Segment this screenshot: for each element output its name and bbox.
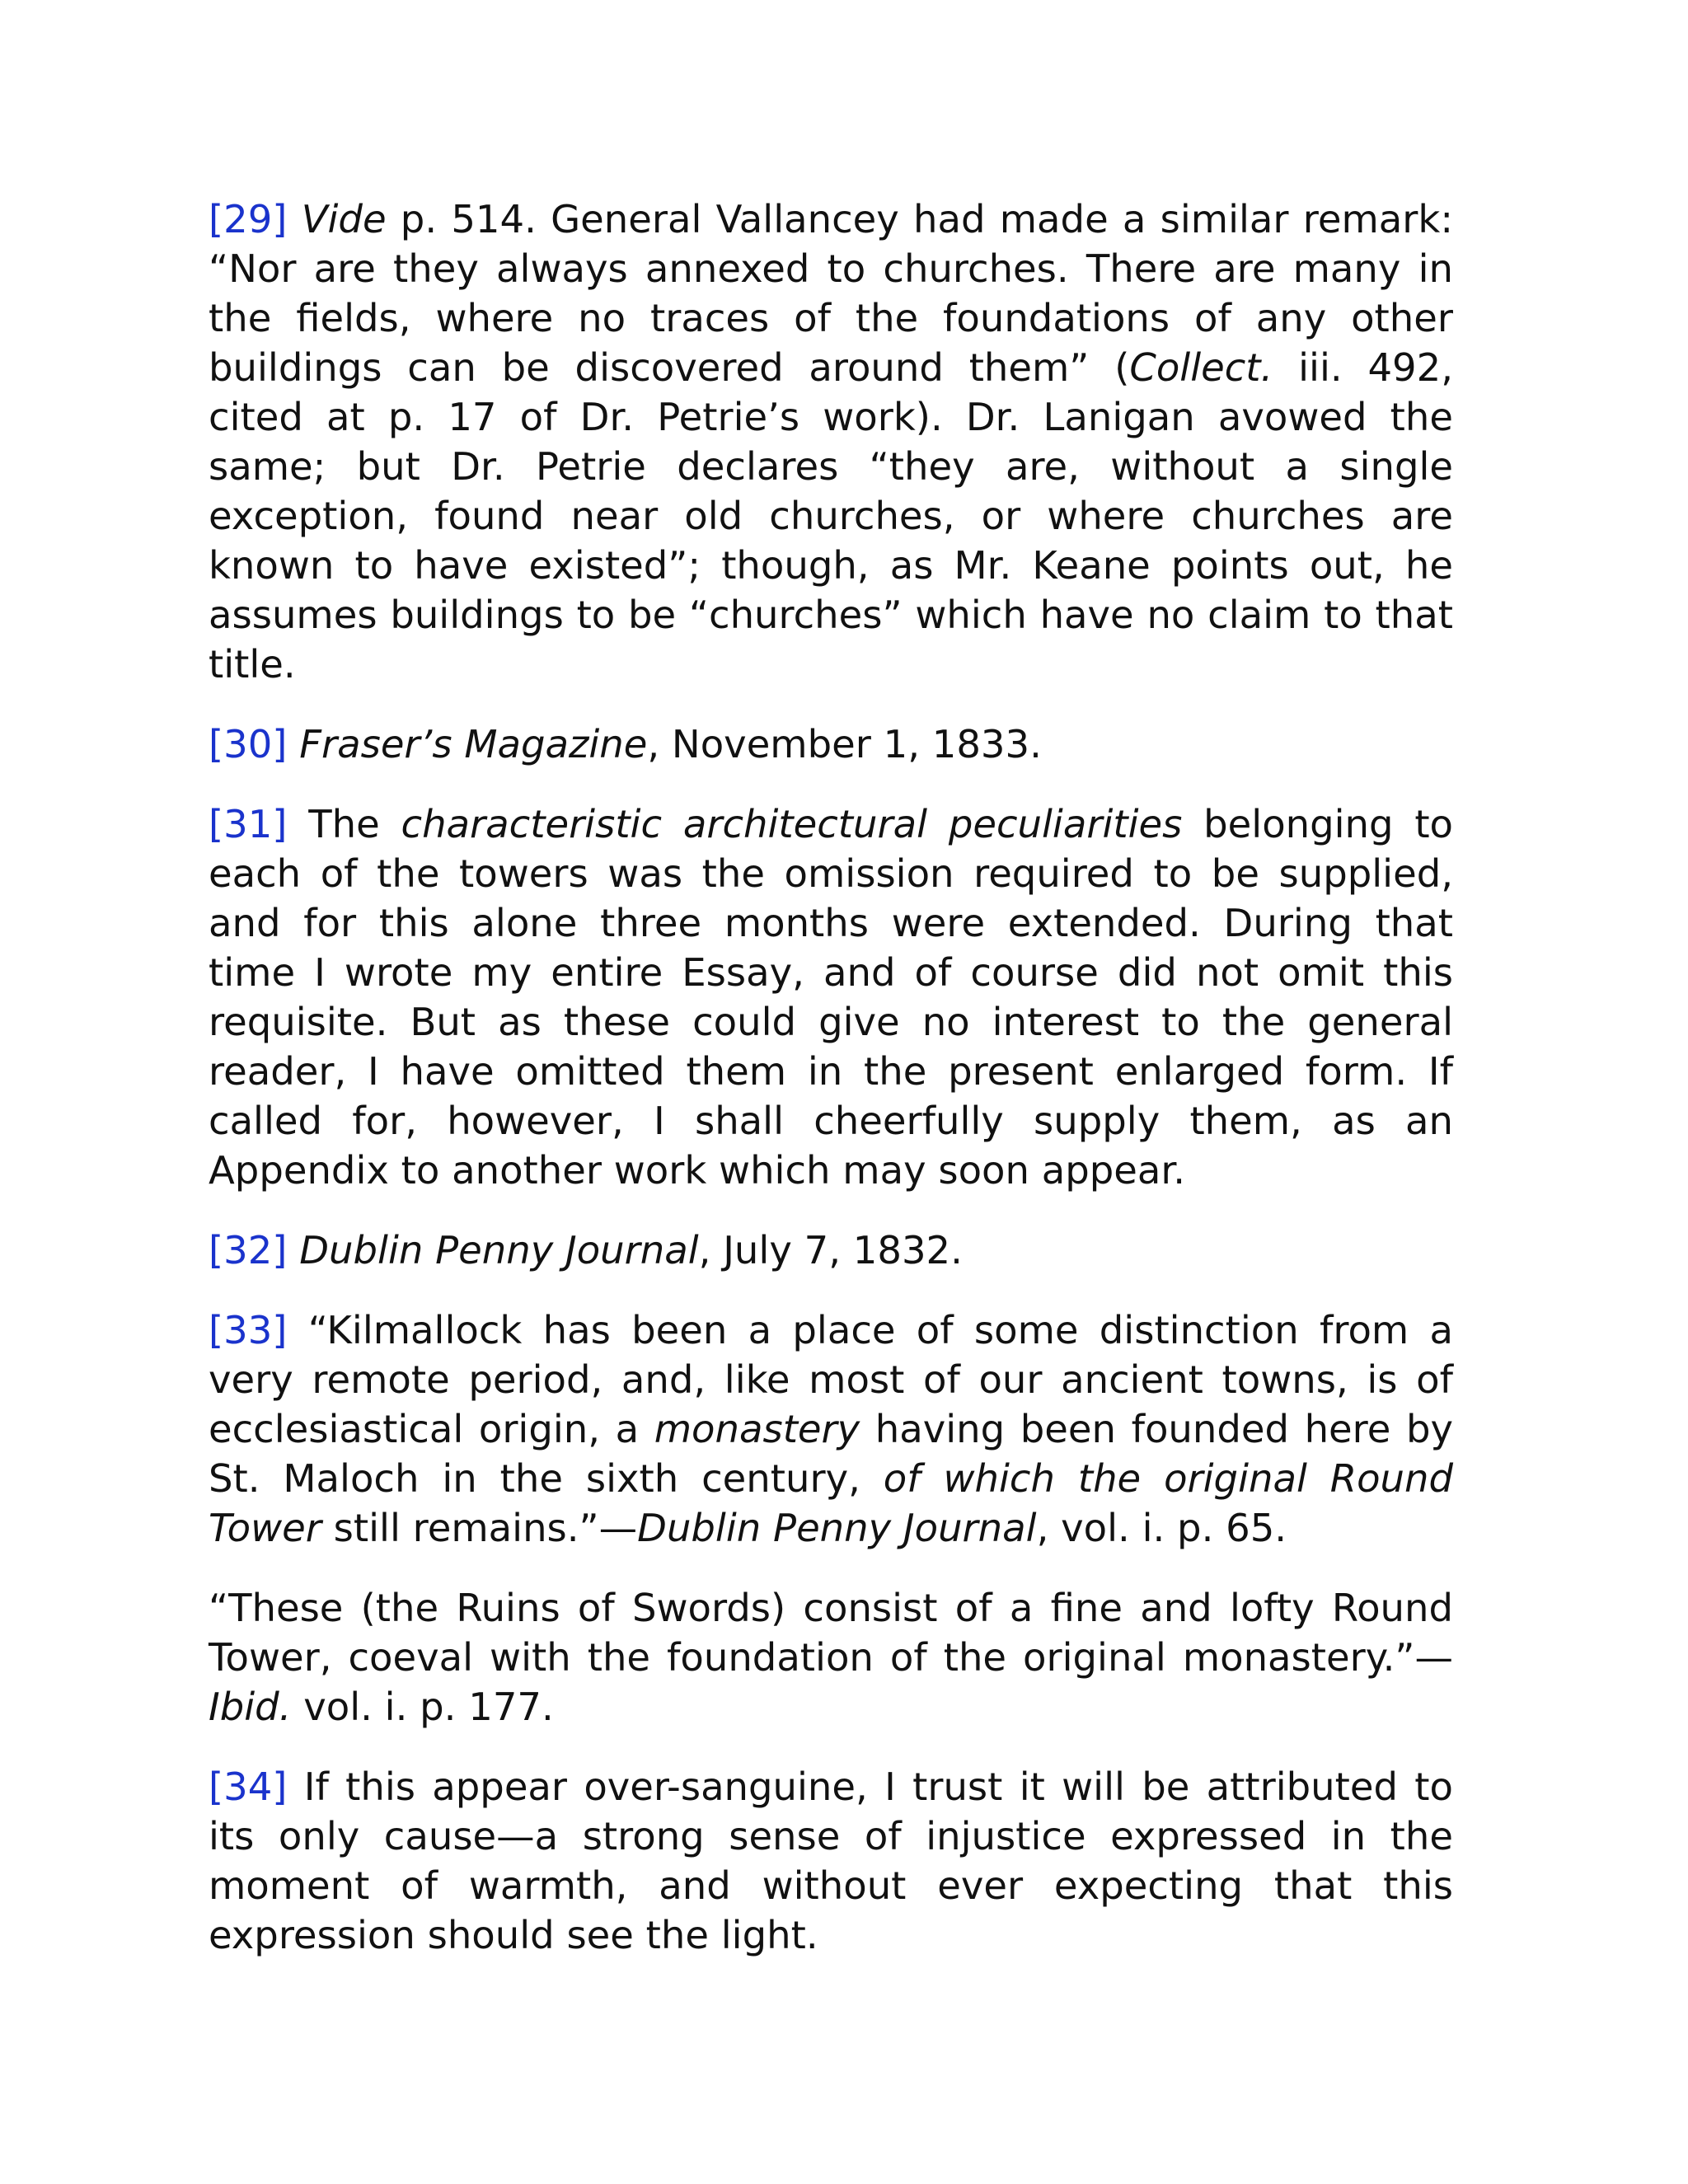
footnote-29: [29] Vide p. 514. General Vallancey had made a similar remark: “Nor are they always annexed to churches. There are many in the fields, where no traces of the foundations of any other buildings can be discovered around them” (Collect. iii. 492, cited at p. 17 of Dr. Petrie’s work). Dr. Lanigan avowed the same; but Dr. Petrie declares “they are, without a single exception, found near old churches, or where churches are known to have existed”; though, as Mr. Keane points out, he assumes buildings to be “churches” which have no claim to that title. xyxy=(209,197,1454,687)
footnote-33: [33] “Kilmallock has been a place of some distinction from a very remote period, and, like most of our ancient towns, is of ecclesiastical origin, a monastery having been founded here by St. Maloch in the sixth century, of which the original Round Tower still remains.”—Dublin Penny Journal, vol. i. p. 65. xyxy=(209,1308,1453,1550)
footnote-30: [30] Fraser’s Magazine, November 1, 1833. xyxy=(209,722,1042,766)
footnote-link-32[interactable]: [32] xyxy=(209,1228,288,1272)
footnote-32: [32] Dublin Penny Journal, July 7, 1832. xyxy=(209,1228,963,1272)
footnote-33-continuation: “These (the Ruins of Swords) consist of a fine and lofty Round Tower, coeval with the foundation of the original monastery.”—Ibid. vol. i. p. 177. xyxy=(209,1586,1453,1729)
footnote-34: [34] If this appear over-sanguine, I trust it will be attributed to its only cause—a strong sense of injustice expressed in the moment of warmth, and without ever expecting that this expression should see the light. xyxy=(209,1765,1453,1957)
footnote-link-34[interactable]: [34] xyxy=(209,1765,288,1809)
footnotes-page xyxy=(209,194,1453,1990)
footnote-link-31[interactable]: [31] xyxy=(209,802,288,846)
footnote-31: [31] The characteristic architectural peculiarities belonging to each of the towers was the omission required to be supplied, and for this alone three months were extended. During that time I wrote my entire Essay, and of course did not omit this requisite. But as these could give no interest to the general reader, I have omitted them in the present enlarged form. If called for, however, I shall cheerfully supply them, as an Appendix to another work which may soon appear. xyxy=(209,802,1454,1193)
footnote-link-33[interactable]: [33] xyxy=(209,1308,288,1352)
footnote-link-30[interactable]: [30] xyxy=(209,722,288,766)
footnote-link-29[interactable]: [29] xyxy=(209,197,288,241)
